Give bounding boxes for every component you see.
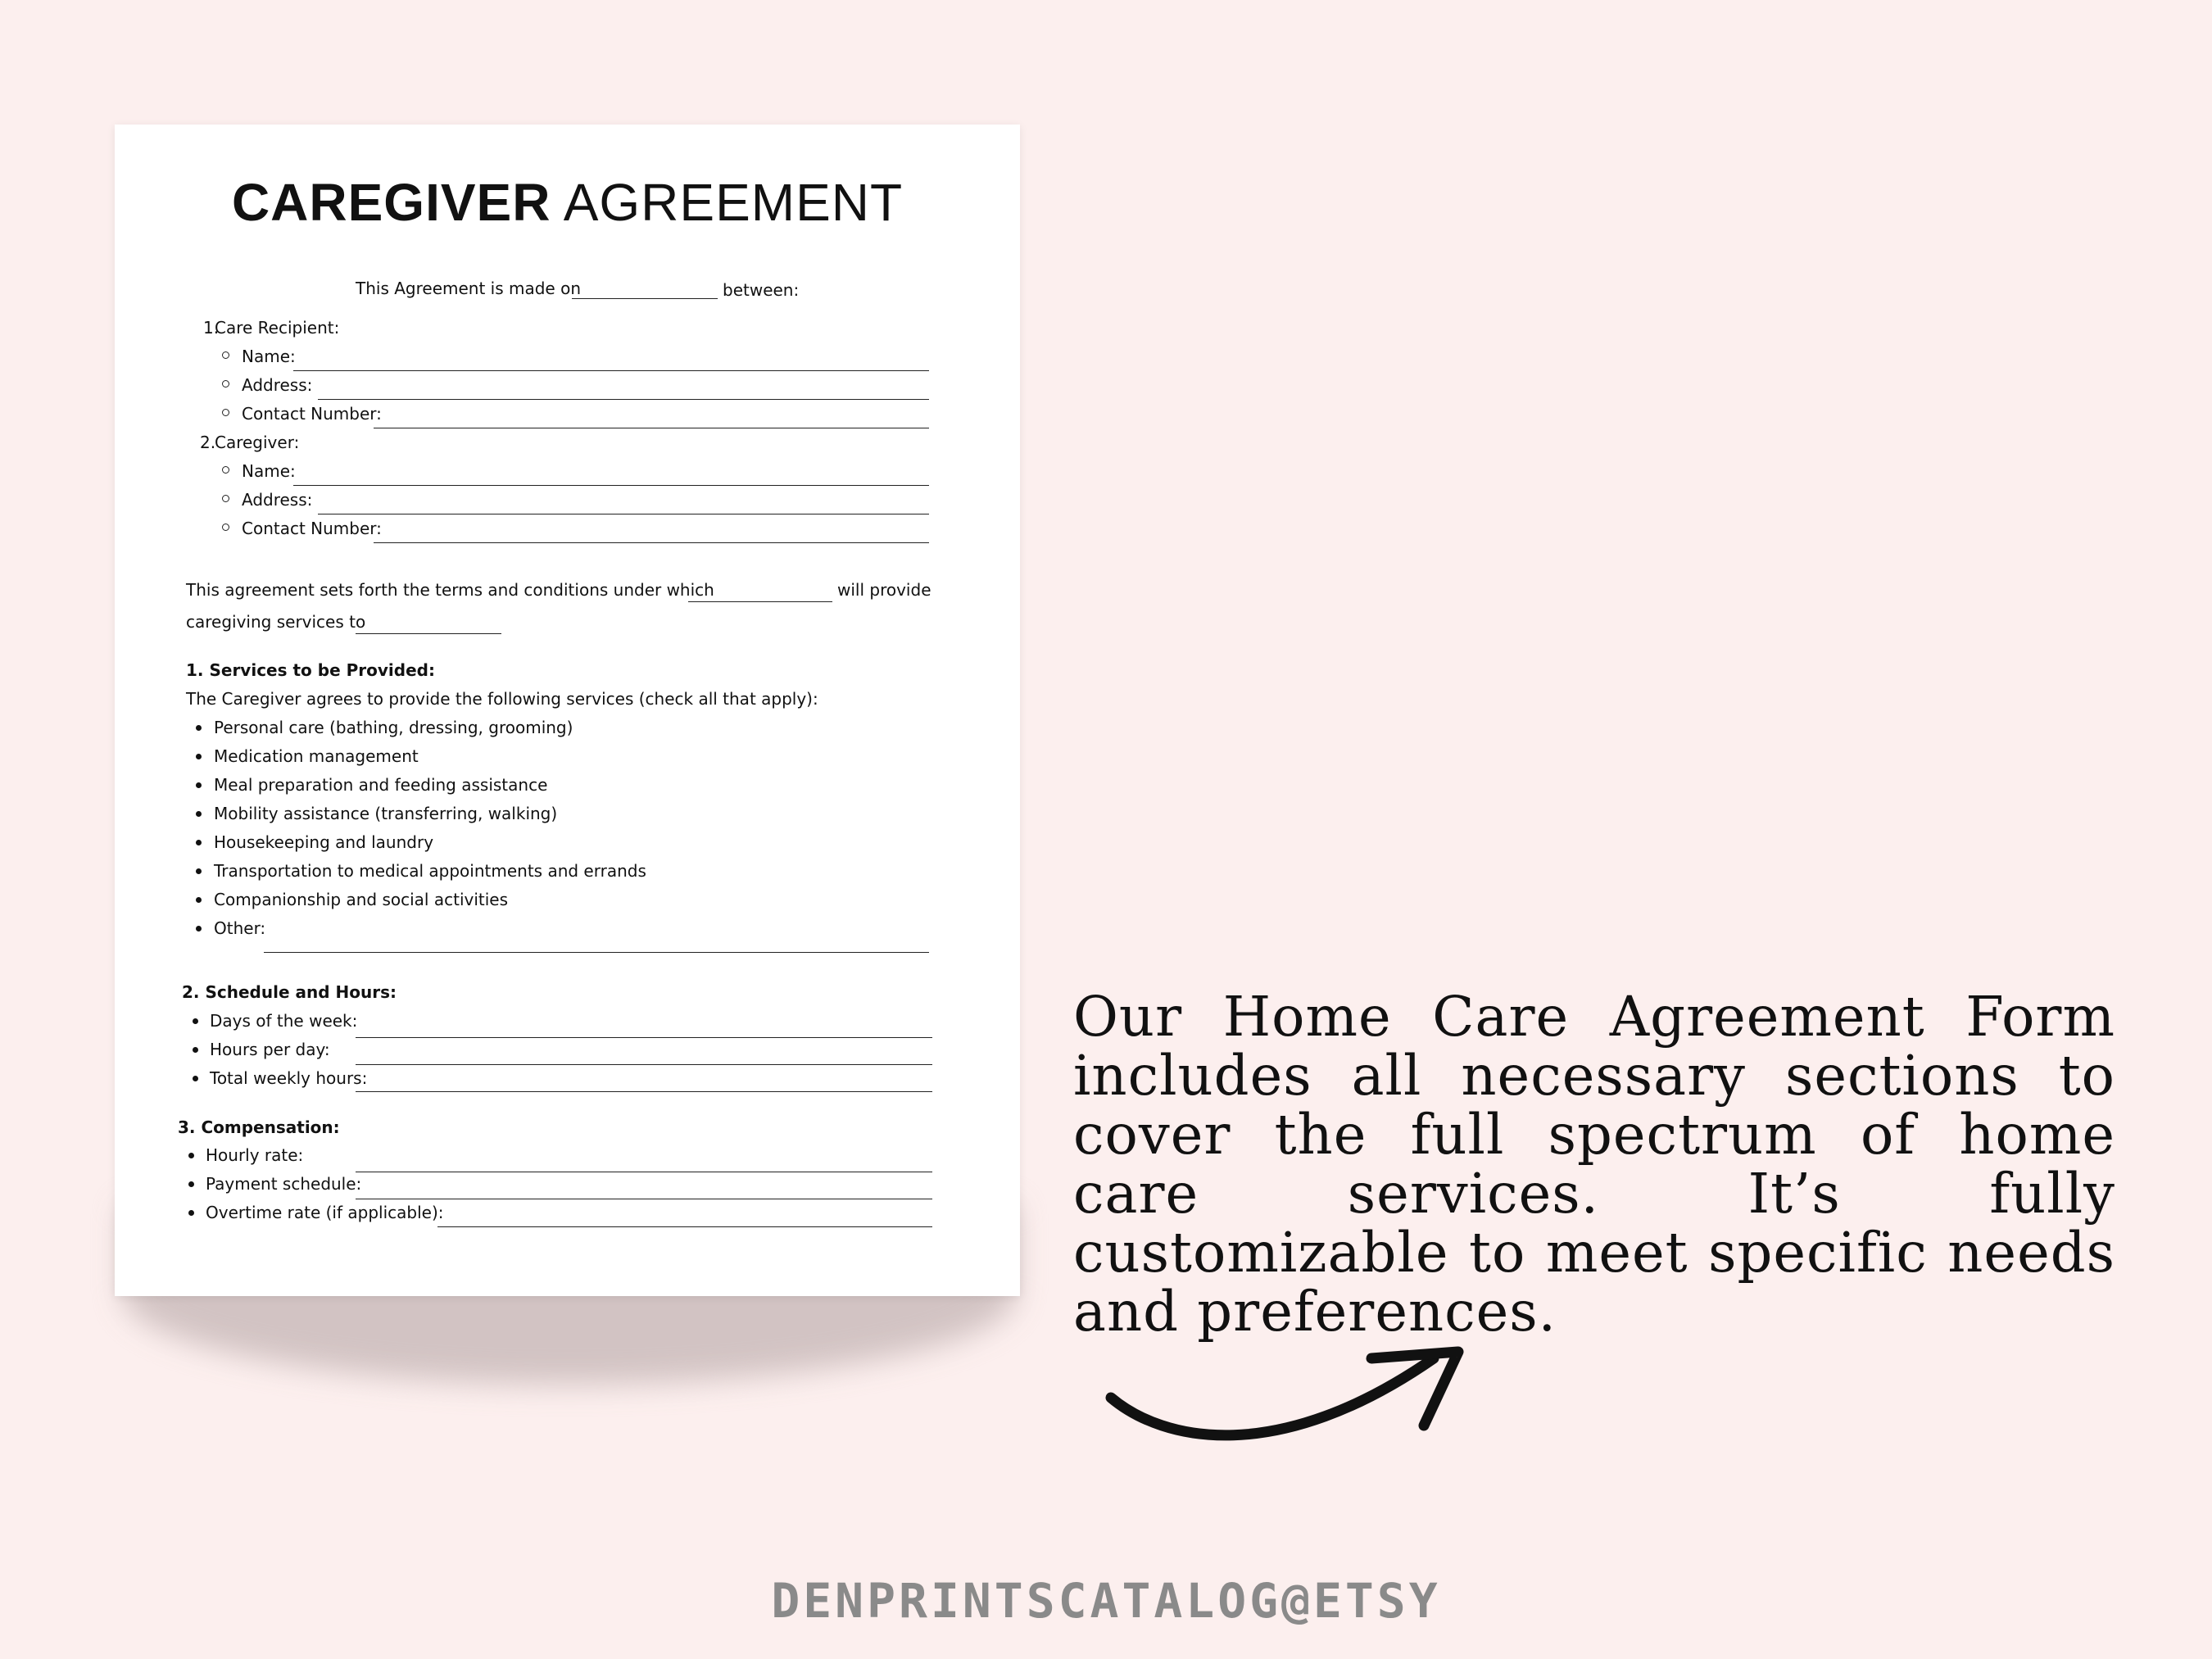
comp-overtime-label: Overtime rate (if applicable):	[206, 1203, 444, 1222]
bullet	[196, 782, 202, 788]
services-intro: The Caregiver agrees to provide the following services (check all that apply):	[186, 689, 818, 709]
circle-bullet	[222, 524, 229, 531]
terms-line2: caregiving services to	[186, 612, 366, 632]
agreement-document	[115, 125, 1020, 1296]
circle-bullet	[222, 380, 229, 388]
bullet	[196, 926, 202, 931]
circle-bullet	[222, 466, 229, 474]
service-item: Medication management	[214, 746, 419, 766]
date-blank[interactable]	[572, 298, 718, 299]
party2-number: 2.	[200, 433, 216, 452]
service-item: Companionship and social activities	[214, 890, 509, 909]
service-item: Mobility assistance (transferring, walking)	[214, 804, 558, 823]
party2-address-label: Address:	[242, 490, 313, 510]
curved-arrow-icon	[1098, 1335, 1475, 1466]
party1-address-label: Address:	[242, 375, 313, 395]
service-item: Transportation to medical appointments and errands	[214, 861, 646, 881]
party2-heading: Caregiver:	[215, 433, 300, 452]
terms-line1-end: will provide	[837, 580, 931, 600]
comp-overtime-blank[interactable]	[437, 1226, 932, 1227]
bullet	[193, 1047, 198, 1053]
shop-watermark: DENPRINTSCATALOG@ETSY	[771, 1573, 1441, 1629]
service-item: Housekeeping and laundry	[214, 832, 434, 852]
schedule-days-blank[interactable]	[356, 1037, 932, 1038]
other-service-blank[interactable]	[264, 952, 929, 953]
bullet	[188, 1153, 194, 1158]
party1-contact-label: Contact Number:	[242, 404, 382, 424]
bullet	[193, 1076, 198, 1081]
recipient-blank[interactable]	[356, 633, 501, 634]
service-item: Personal care (bathing, dressing, grooming)	[214, 718, 573, 737]
party1-name-blank[interactable]	[293, 370, 929, 371]
services-heading: 1. Services to be Provided:	[186, 660, 435, 680]
schedule-hours-blank[interactable]	[356, 1064, 932, 1065]
title-bold: CAREGIVER	[231, 173, 551, 232]
intro-between: between:	[723, 280, 800, 300]
document-title	[115, 172, 1020, 233]
party1-heading: Care Recipient:	[215, 318, 340, 338]
compensation-heading: 3. Compensation:	[178, 1117, 340, 1137]
circle-bullet	[222, 351, 229, 359]
party2-name-label: Name:	[242, 461, 296, 481]
party1-number: 1.	[203, 318, 220, 338]
schedule-total-label: Total weekly hours:	[210, 1068, 368, 1088]
schedule-days-label: Days of the week:	[210, 1011, 358, 1031]
bullet	[196, 811, 202, 817]
comp-rate-label: Hourly rate:	[206, 1145, 304, 1165]
intro-text: This Agreement is made on	[356, 279, 581, 298]
bullet	[196, 868, 202, 874]
party2-contact-label: Contact Number:	[242, 519, 382, 538]
circle-bullet	[222, 409, 229, 416]
comp-schedule-label: Payment schedule:	[206, 1174, 362, 1194]
promo-text: Our Home Care Agreement Form includes all necessary sections to cover the full spectrum of home care services. It’s fully customizable to meet specific needs and preferences.	[1073, 985, 2115, 1344]
title-normal: AGREEMENT	[563, 173, 904, 232]
bullet	[196, 725, 202, 731]
service-item-other: Other:	[214, 918, 266, 938]
circle-bullet	[222, 495, 229, 502]
schedule-total-blank[interactable]	[356, 1091, 932, 1092]
bullet	[188, 1210, 194, 1216]
bullet	[196, 840, 202, 845]
bullet	[196, 897, 202, 903]
bullet	[193, 1018, 198, 1024]
terms-line1: This agreement sets forth the terms and conditions under which	[186, 580, 714, 600]
service-item: Meal preparation and feeding assistance	[214, 775, 548, 795]
party1-address-blank[interactable]	[318, 399, 929, 400]
party1-name-label: Name:	[242, 347, 296, 366]
caregiver-blank[interactable]	[688, 601, 832, 602]
party2-name-blank[interactable]	[293, 485, 929, 486]
bullet	[188, 1181, 194, 1187]
party2-contact-blank[interactable]	[374, 542, 929, 543]
schedule-hours-label: Hours per day:	[210, 1040, 330, 1059]
bullet	[196, 754, 202, 759]
schedule-heading: 2. Schedule and Hours:	[182, 982, 397, 1002]
